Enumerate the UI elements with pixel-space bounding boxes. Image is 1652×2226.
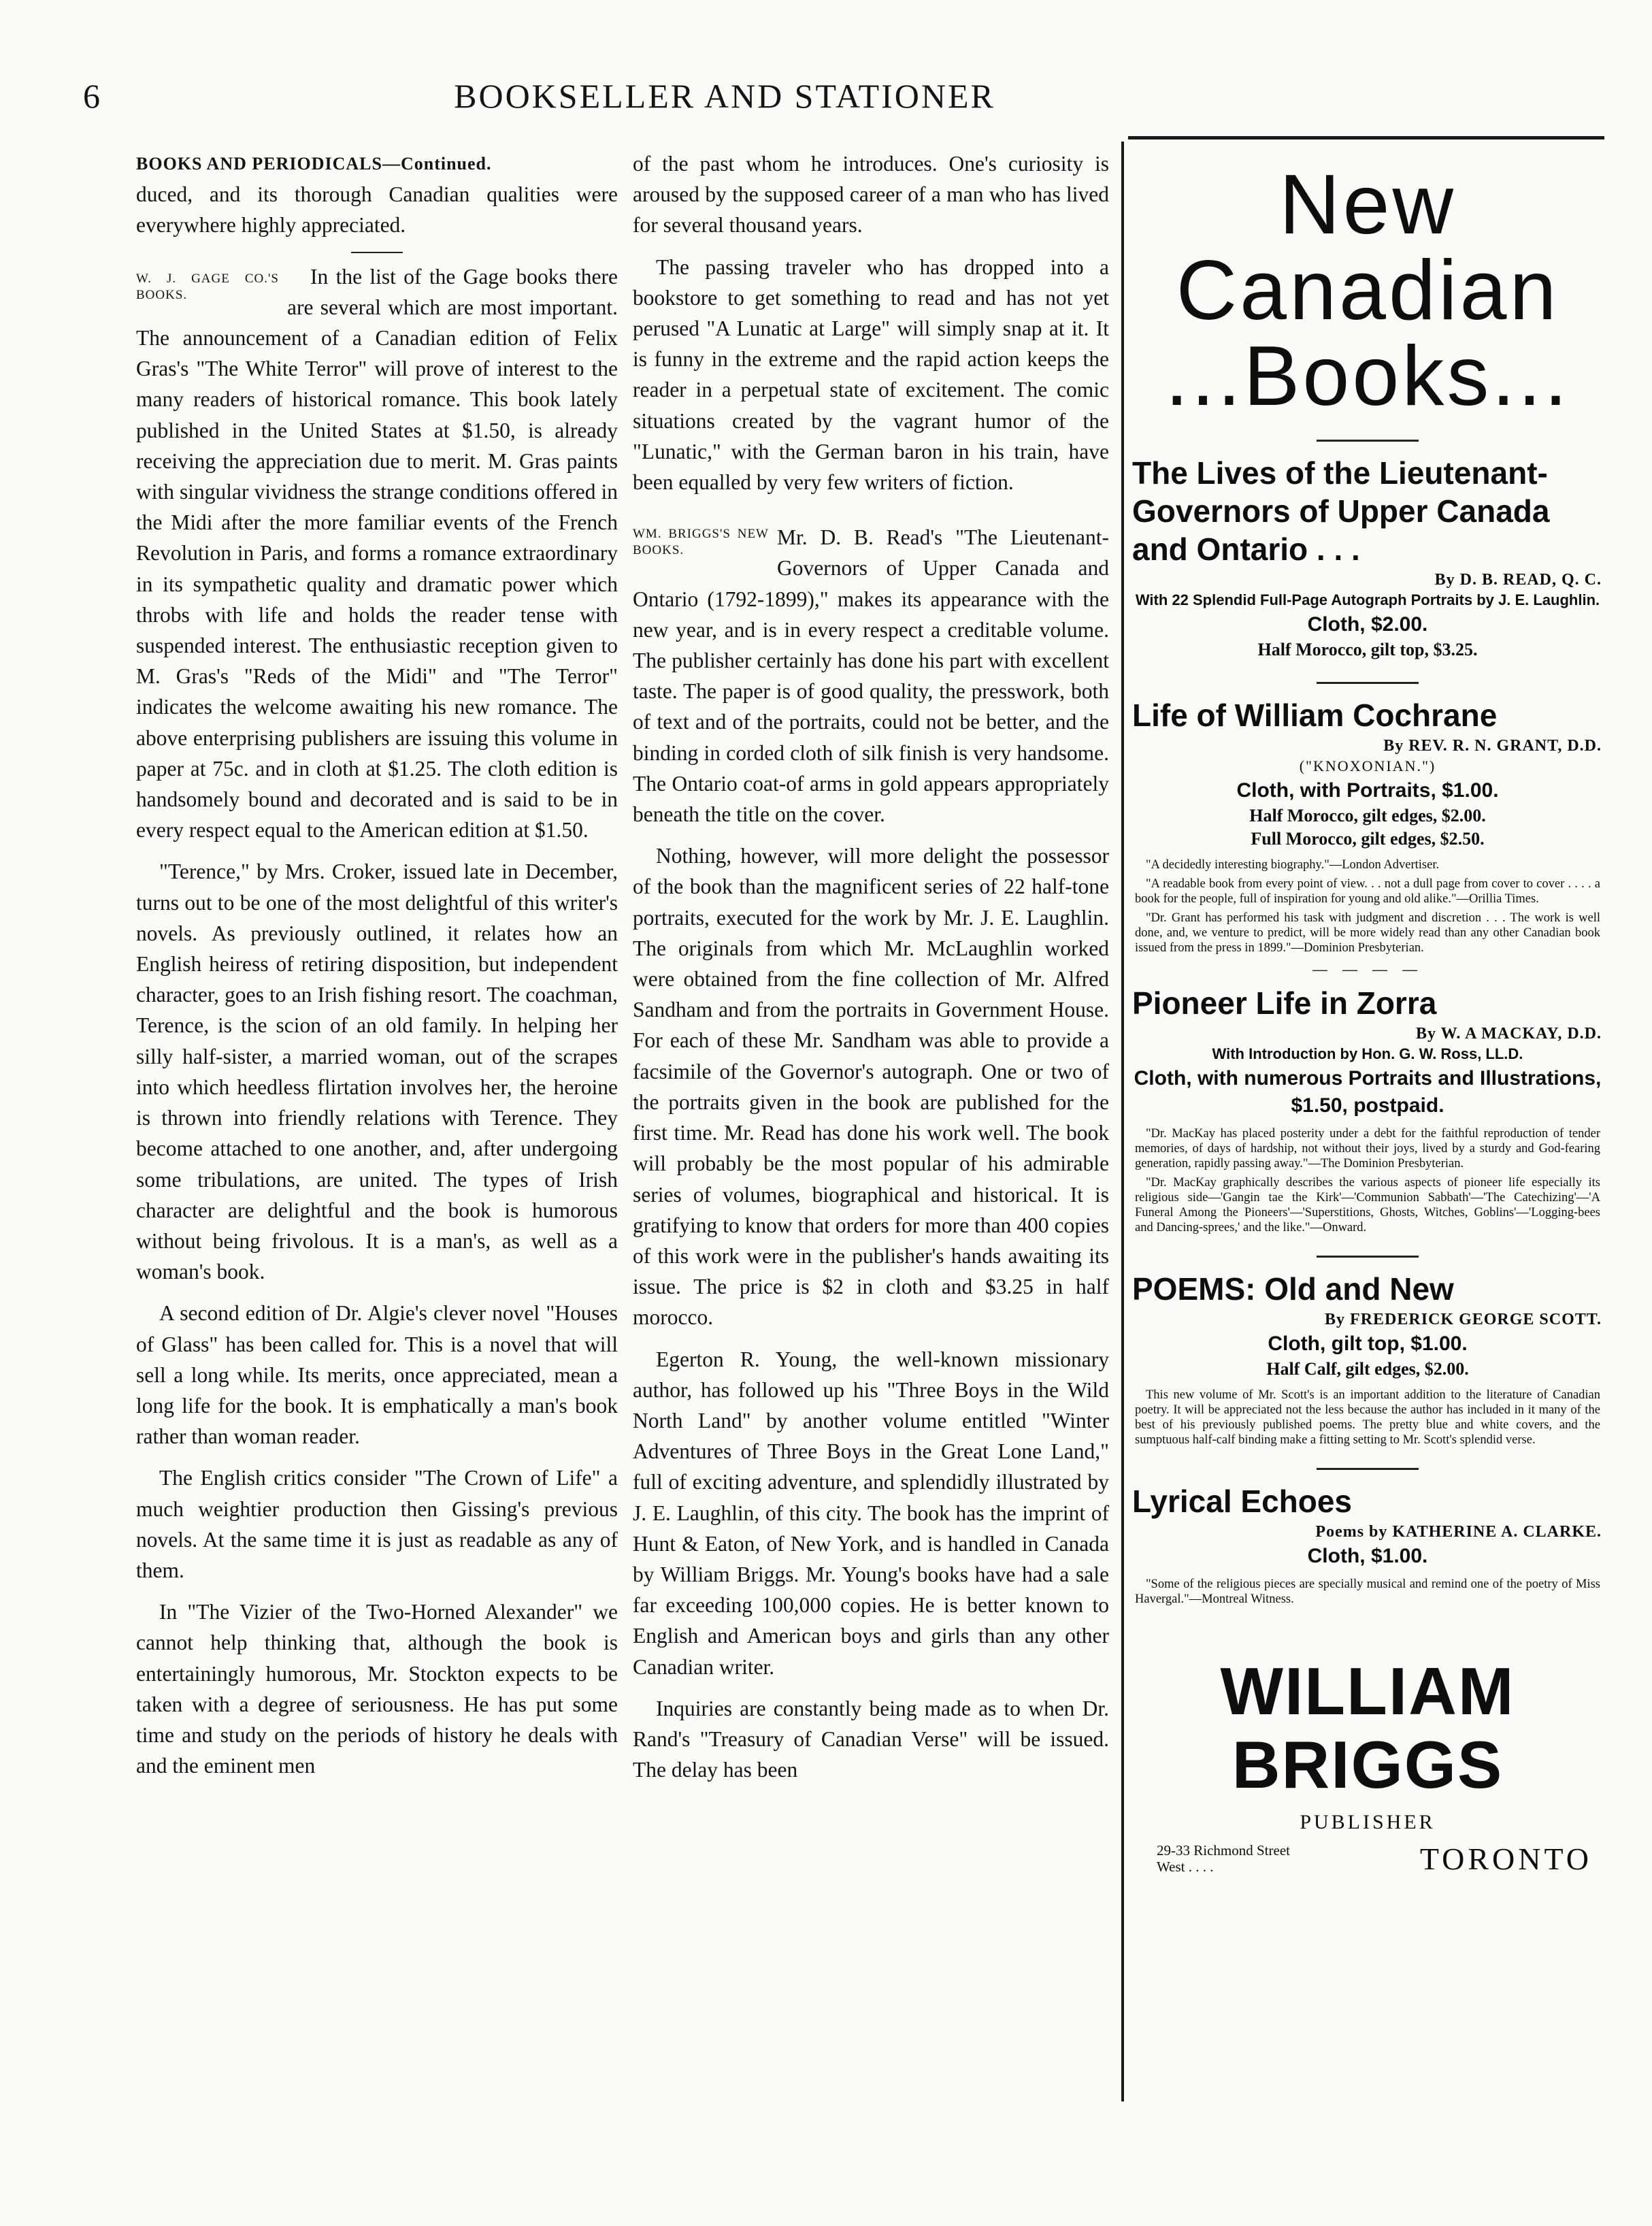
margin-sidenote: WM. BRIGGS'S NEW BOOKS. (633, 527, 769, 558)
book-title: Lyrical Echoes (1132, 1484, 1353, 1519)
book-price: Cloth, $2.00. (1307, 613, 1428, 636)
book-price: Cloth, with numerous Portraits and Illustrations, $1.50, postpaid. (1134, 1067, 1602, 1117)
book-author: By REV. R. N. GRANT, D.D. (1383, 737, 1602, 755)
article-column-1 (136, 148, 618, 1792)
review-quotes (1135, 1577, 1600, 1607)
paragraph: duced, and its thorough Canadian qualities were everywhere highly appreciated. (136, 182, 618, 238)
book-listing (1129, 454, 1606, 661)
publisher-name: WILLIAM BRIGGS (1220, 1654, 1515, 1802)
paragraph: Egerton R. Young, the well-known missionary author, has followed up his "Three Boys in the Wild North Land" by another volume entitled "Winter Adventures of Three Boys in the Great Lone Land," full of exciting adventure, and splendidly illustrated by J. E. Laughlin, of this city. The book has the imprint of Hunt & Eaton, of New York, and is handled in Canada by William Briggs. Mr. Young's books have had a sale far exceeding 100,000 copies. He is better known to English and American boys and girls than any other Canadian writer. (633, 1347, 1109, 1679)
paragraph: "Terence," by Mrs. Croker, issued late in December, turns out to be one of the most delightful of this writer's novels. As previously outlined, it relates how an English heiress of retiring disposition, but independent character, goes to an Irish fishing resort. The coachman, Terence, is the scion of an old family. In helping her silly half-sister, a married woman, out of the scrapes into which heedless flirtation involves her, the heroine is thrown into friendly relations with Terence. They become attached to one another, and, after undergoing some tribulations, are united. The types of Irish character are delightful and the book is humorous without being frivolous. It is a man's, as well as a woman's book. (136, 860, 618, 1284)
review-quote: "A readable book from every point of view. . . not a dull page from cover to cover . . . . a book for the people, full of inspiration for young and old alike."—Orillia Times. (1135, 877, 1600, 906)
book-price: Half Morocco, gilt top, $3.25. (1257, 640, 1478, 659)
running-head: BOOKSELLER AND STATIONER (454, 77, 995, 115)
book-author: By D. B. READ, Q. C. (1434, 571, 1602, 589)
ad-divider (1317, 440, 1419, 442)
book-listing (1129, 984, 1606, 1235)
book-price: Full Morocco, gilt edges, $2.50. (1251, 829, 1485, 849)
column-divider (1121, 142, 1124, 2101)
paragraph: In "The Vizier of the Two-Horned Alexander" we cannot help thinking that, although the book is entertainingly humorous, Mr. Stockton expects to be taken with a degree of seriousness. He has put some time and study on the periods of history he deals with and the eminent men (136, 1600, 618, 1778)
book-author: By W. A MACKAY, D.D. (1416, 1025, 1602, 1043)
paragraph: A second edition of Dr. Algie's clever novel "Houses of Glass" has been called for. This is a novel that will sell a long while. Its merits, once appreciated, mean a long life for the book. It is emphatically a man's book rather than woman reader. (136, 1301, 618, 1449)
paragraph: of the past whom he introduces. One's curiosity is aroused by the supposed career of a man who has lived for several thousand years. (633, 152, 1109, 238)
publisher-street: 29-33 Richmond Street West . . . . (1157, 1842, 1290, 1875)
page-number: 6 (83, 77, 100, 115)
publisher-label: PUBLISHER (1300, 1811, 1436, 1833)
margin-sidenote: W. J. GAGE CO.'S BOOKS. (136, 271, 279, 302)
ad-divider (1317, 1468, 1419, 1470)
book-price: Cloth, with Portraits, $1.00. (1236, 779, 1499, 802)
book-title: The Lives of the Lieutenant-Governors of Upper Canada and Ontario . . . (1132, 455, 1550, 567)
publisher-address (1129, 1841, 1606, 1888)
section-heading: BOOKS AND PERIODICALS—Continued. (136, 154, 492, 174)
book-detail: With Introduction by Hon. G. W. Ross, LL.D. (1212, 1045, 1523, 1062)
book-listing (1129, 1270, 1606, 1447)
review-quotes (1135, 1388, 1600, 1447)
book-title: POEMS: Old and New (1132, 1271, 1454, 1307)
book-author: By FREDERICK GEORGE SCOTT. (1325, 1311, 1602, 1328)
review-quotes (1135, 857, 1600, 955)
review-quotes (1135, 1126, 1600, 1235)
dash-divider: — — — — (1312, 961, 1423, 978)
book-price: Cloth, $1.00. (1307, 1545, 1428, 1567)
review-quote: This new volume of Mr. Scott's is an important addition to the literature of Canadian poetry. It will be appreciated not the less because the author has included in it many of the best of his previously published poems. The pretty blue and white covers, and the sumptuous half-calf binding make a fitting setting to Mr. Scott's splendid verse. (1135, 1388, 1600, 1447)
book-price: Half Morocco, gilt edges, $2.00. (1249, 806, 1486, 825)
ad-divider (1317, 682, 1419, 684)
book-detail: With 22 Splendid Full-Page Autograph Portraits by J. E. Laughlin. (1135, 591, 1600, 608)
book-listing (1129, 1482, 1606, 1607)
paragraph: The English critics consider "The Crown of Life" a much weightier production then Gissing's previous novels. At the same time it is just as readable as any of them. (136, 1466, 618, 1582)
review-quote: "Some of the religious pieces are specially musical and remind one of the poetry of Miss Havergal."—Montreal Witness. (1135, 1577, 1600, 1606)
review-quote: "Dr. MacKay has placed posterity under a debt for the faithful reproduction of tender memories, of days of hardship, not without their joys, lived by a sturdy and God-fearing generation, rapidly passing away."—The Dominion Presbyterian. (1135, 1127, 1600, 1171)
book-price: Half Calf, gilt edges, $2.00. (1266, 1359, 1469, 1379)
book-pseudonym: ("KNOXONIAN.") (1299, 757, 1436, 774)
review-quote: "Dr. Grant has performed his task with judgment and discretion . . . The work is well done, and, we venture to predict, will be more widely read than any other Canadian book issued from the press in 1899."—Dominion Presbyterian. (1135, 911, 1600, 955)
book-title: Life of William Cochrane (1132, 698, 1498, 733)
paragraph: Mr. D. B. Read's "The Lieutenant-Governors of Upper Canada and Ontario (1792-1899)," makes its appearance with the new year, and is in every respect a creditable volume. The publisher certainly has done his part with excellent taste. The paper is of good quality, the presswork, both of text and of the portraits, could not be better, and the binding in corded cloth of silk finish is very handsome. The Ontario coat-of arms in gold appears appropriately beneath the title on the cover. (633, 525, 1109, 827)
book-title: Pioneer Life in Zorra (1132, 985, 1437, 1021)
book-price: Cloth, gilt top, $1.00. (1268, 1332, 1468, 1355)
ad-headline-line: New (1278, 158, 1457, 252)
review-quote: "Dr. MacKay graphically describes the various aspects of pioneer life especially its religious side—'Gangin tae the Kirk'—'Communion Sabbath'—'The Catechizing'—'A Funeral Among the Pioneers'—'Superstitions, Ghosts, Witches, Goblins'—'Logging-bees and Dancing-sprees,' and the like."—Onward. (1135, 1176, 1600, 1234)
ad-headline-line: Canadian (1176, 244, 1559, 338)
paragraph: In the list of the Gage books there are several which are most important. The announcement of a Canadian edition of Felix Gras's "The White Terror" will prove of interest to the many readers of historical romance. This book lately published in the United States at $1.50, is already receiving the appreciation due to merit. M. Gras paints with singular vividness the strange conditions offered in the Midi after the more familiar events of the French Revolution in Paris, and forms a romance extraordinary in its sympathetic quality and dramatic power which throbs with life and holds the reader tense with suspended interest. The enthusiastic reception given to M. Gras's "Reds of the Midi" and "The Terror" indicates the welcome awaiting his new romance. The above enterprising publishers are issuing this volume in paper at 75c. and in cloth at $1.25. The cloth edition is handsomely bound and decorated and is said to be in every respect equal to the American edition at $1.50. (136, 264, 618, 842)
header-rule (1128, 136, 1604, 140)
paragraph: Inquiries are constantly being made as to when Dr. Rand's "Treasury of Canadian Verse" will be issued. The delay has been (633, 1696, 1109, 1782)
article-column-2 (633, 148, 1109, 1796)
ad-headline (1129, 158, 1606, 423)
section-divider (351, 252, 403, 253)
book-listing (1129, 696, 1606, 955)
paragraph: The passing traveler who has dropped into a bookstore to get something to read and has not yet perused "A Lunatic at Large" will simply snap at it. It is funny in the extreme and the rapid action keeps the reader in a perpetual state of excitement. The comic situations created by the vagrant humor of the "Lunatic," with the German baron in his train, have been equalled by very few writers of fiction. (633, 255, 1109, 495)
paragraph: Nothing, however, will more delight the possessor of the book than the magnificent series of 22 half-tone portraits, executed for the work by Mr. J. E. Laughlin. The originals from which Mr. McLaughlin worked were obtained from the fine collection of Mr. Alfred Sandham and from the portraits in Government House. For each of these Mr. Sandham was able to provide a facsimile of the Governor's autograph. One or two of the portraits given in the book are published for the first time. Mr. Read has done his work well. The book will probably be the most popular of his admirable series of volumes, biographical and historical. It is gratifying to know that orders for more than 400 copies of this work were in the publisher's hands awaiting its issue. The price is $2 in cloth and $3.25 in half morocco. (633, 844, 1109, 1330)
advertisement (1129, 148, 1606, 1888)
book-author: Poems by KATHERINE A. CLARKE. (1315, 1523, 1602, 1541)
publisher-city: TORONTO (1419, 1842, 1592, 1876)
page-header (82, 73, 1368, 121)
ad-divider (1317, 1256, 1419, 1258)
ad-headline-line: ...Books... (1165, 329, 1570, 423)
review-quote: "A decidedly interesting biography."—London Advertiser. (1146, 858, 1440, 872)
